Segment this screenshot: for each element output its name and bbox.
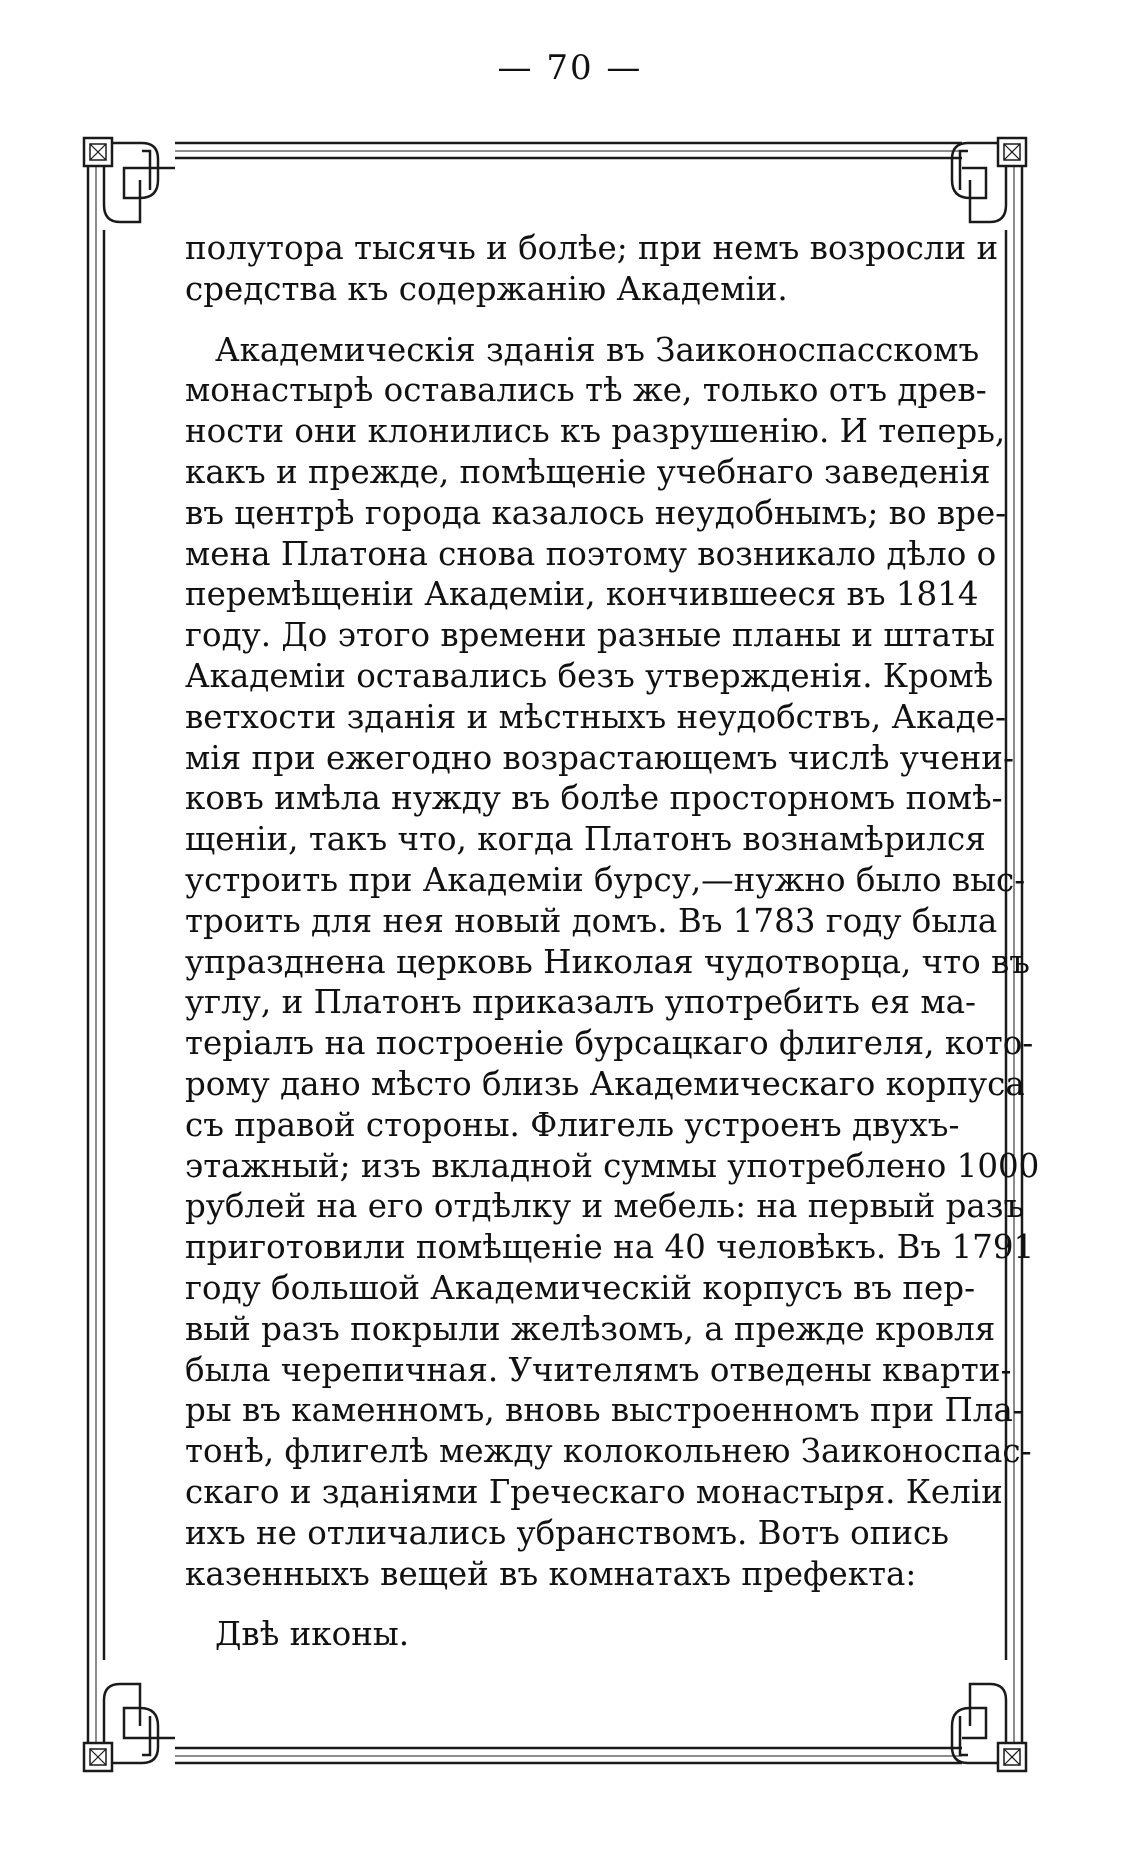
body-text: [185, 228, 1040, 1655]
corner-ornament-bottom-right: [952, 1660, 1026, 1771]
corner-ornament-bottom-left: [84, 1660, 175, 1771]
text-line: рому дано мѣсто близь Академическаго корпуса: [185, 1064, 1025, 1103]
corner-ornament-top-left: [84, 138, 175, 230]
text-line: Академіи оставались безъ утвержденія. Кромѣ: [185, 656, 994, 695]
page-number: — 70 —: [497, 48, 643, 88]
text-line: упразднена церковь Николая чудотворца, что въ: [185, 942, 1030, 981]
text-line: устроить при Академіи бурсу,—нужно было выс-: [185, 860, 1026, 899]
text-line: углу, и Платонъ приказалъ употребить ея ма-: [185, 983, 977, 1022]
text-line: году большой Академическій корпусъ въ пер-: [185, 1268, 976, 1307]
paragraph: [185, 228, 999, 310]
text-line: Двѣ иконы.: [215, 1615, 410, 1654]
text-line: какъ и прежде, помѣщеніе учебнаго заведенія: [185, 452, 991, 491]
text-line: году. До этого времени разные планы и штаты: [185, 616, 995, 655]
text-line: полутора тысячь и болѣе; при немъ возросли и: [185, 229, 999, 267]
text-line: тонѣ, флигелѣ между колокольнею Заиконоспас-: [185, 1432, 1032, 1471]
text-line: перемѣщеніи Академіи, кончившееся въ 1814: [185, 575, 979, 614]
text-line: въ центрѣ города казалось неудобнымъ; во вре-: [185, 493, 1007, 532]
text-line: мена Платона снова поэтому возникало дѣло о: [185, 534, 997, 573]
text-line: ихъ не отличались убранствомъ. Вотъ опись: [185, 1513, 949, 1552]
text-line: теріалъ на построеніе бурсацкаго флигеля, кото-: [185, 1024, 1034, 1063]
text-line: приготовили помѣщеніе на 40 человѣкъ. Въ 1791: [185, 1228, 1035, 1267]
text-line: средства къ содержанію Академіи.: [185, 269, 788, 308]
text-line: троить для нея новый домъ. Въ 1783 году была: [185, 901, 998, 940]
text-line: казенныхъ вещей въ комнатахъ префекта:: [185, 1554, 917, 1593]
paragraph-gap: [185, 310, 928, 330]
text-line: была черепичная. Учителямъ отведены кварти-: [185, 1350, 1012, 1389]
paragraph: [185, 330, 1040, 1595]
text-line: мія при ежегодно возрастающемъ числѣ учени-: [185, 738, 1014, 777]
text-line: монастырѣ оставались тѣ же, только отъ древ-: [185, 371, 987, 410]
text-line: вый разъ покрыли желѣзомъ, а прежде кровля: [185, 1309, 996, 1348]
text-line: рублей на его отдѣлку и мебель: на первый разъ: [185, 1187, 1025, 1226]
text-line: Академическія зданія въ Заиконоспасскомъ: [215, 330, 980, 369]
corner-ornament-top-right: [952, 138, 1026, 230]
text-line: щеніи, такъ что, когда Платонъ вознамѣрился: [185, 820, 986, 859]
text-line: этажный; изъ вкладной суммы употреблено 1000: [185, 1146, 1040, 1185]
text-line: скаго и зданіями Греческаго монастыря. Келіи: [185, 1472, 1003, 1511]
text-line: ветхости зданія и мѣстныхъ неудобствъ, Акаде-: [185, 697, 1007, 736]
paragraph: [185, 1614, 928, 1655]
text-line: ности они клонились къ разрушенію. И теперь,: [185, 412, 1006, 451]
text-line: ры въ каменномъ, вновь выстроенномъ при Пла-: [185, 1391, 1024, 1430]
text-line: съ правой стороны. Флигель устроенъ двухъ-: [185, 1105, 960, 1144]
paragraph-gap: [185, 1594, 928, 1614]
text-line: ковъ имѣла нужду въ болѣе просторномъ помѣ-: [185, 779, 1003, 818]
